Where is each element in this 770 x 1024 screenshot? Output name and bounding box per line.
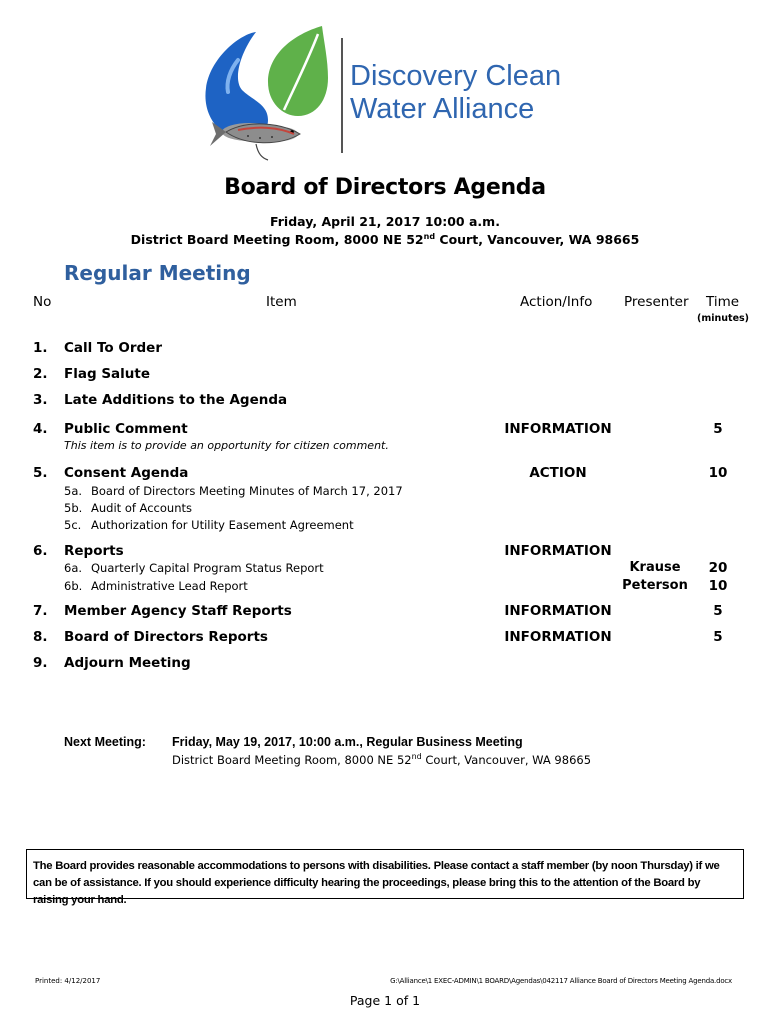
page-number: Page 1 of 1 — [349, 993, 421, 1008]
item-number: 8. — [33, 629, 48, 645]
header-no: No — [33, 294, 52, 310]
item-number: 3. — [33, 392, 48, 408]
sub-item-text: Administrative Lead Report — [91, 579, 248, 593]
sub-item-code: 5c. — [64, 518, 82, 532]
sub-item-code: 5b. — [64, 501, 83, 515]
header-action: Action/Info — [520, 294, 593, 310]
organization-name-line-2: Water Alliance — [350, 93, 535, 125]
logo-divider — [341, 38, 343, 153]
item-number: 2. — [33, 366, 48, 382]
item-time: 5 — [713, 629, 723, 645]
item-action: INFORMATION — [504, 603, 612, 619]
sub-item-presenter: Peterson — [622, 578, 688, 593]
sub-item-code: 6b. — [64, 579, 83, 593]
item-title: Adjourn Meeting — [64, 655, 191, 671]
item-action: INFORMATION — [504, 421, 612, 437]
next-location-superscript: nd — [411, 752, 422, 762]
item-number: 7. — [33, 603, 48, 619]
item-number: 5. — [33, 465, 48, 481]
section-heading: Regular Meeting — [64, 261, 251, 285]
location-text: District Board Meeting Room, 8000 NE 52 — [130, 232, 424, 247]
meeting-date: Friday, April 21, 2017 10:00 a.m. — [270, 214, 500, 229]
sub-item — [64, 579, 248, 593]
sub-item-code: 5a. — [64, 484, 83, 498]
organization-name-line-1: Discovery Clean — [350, 60, 562, 92]
item-number: 6. — [33, 543, 48, 559]
sub-item-text: Board of Directors Meeting Minutes of March 17, 2017 — [91, 484, 403, 498]
sub-item-presenter: Krause — [629, 560, 681, 575]
accessibility-notice: The Board provides reasonable accommodations to persons with disabilities. Please contact a staff member (by noon Thursday) if we can be of assistance. If you should experience difficulty hearing the proceedings, please bring this to the attention of the Board by raising your hand. — [26, 849, 744, 899]
item-time: 5 — [713, 603, 723, 619]
header-item: Item — [266, 294, 297, 310]
document-title: Board of Directors Agenda — [224, 175, 546, 200]
item-title: Flag Salute — [64, 366, 151, 382]
item-time: 10 — [708, 465, 728, 481]
header-time-unit: (minutes) — [697, 313, 750, 324]
sub-item-time: 10 — [708, 578, 728, 594]
item-number: 9. — [33, 655, 48, 671]
item-time: 5 — [713, 421, 723, 437]
item-title: Public Comment — [64, 421, 188, 437]
item-title: Member Agency Staff Reports — [64, 603, 292, 619]
item-title: Call To Order — [64, 340, 162, 356]
item-title: Late Additions to the Agenda — [64, 392, 288, 408]
file-path: G:\Alliance\1 EXEC-ADMIN\1 BOARD\Agendas\042117 Alliance Board of Directors Meeting Agenda.docx — [390, 977, 732, 985]
organization-logo — [198, 20, 578, 170]
sub-item — [64, 518, 354, 532]
item-action: INFORMATION — [504, 629, 612, 645]
location-superscript: nd — [423, 231, 436, 241]
item-title: Board of Directors Reports — [64, 629, 268, 645]
item-note: This item is to provide an opportunity for citizen comment. — [64, 439, 389, 452]
next-meeting-label: Next Meeting: — [64, 735, 146, 749]
header-time: Time — [706, 294, 740, 310]
item-number: 4. — [33, 421, 48, 437]
sub-item-time: 20 — [708, 560, 728, 576]
item-title: Reports — [64, 543, 124, 559]
sub-item — [64, 484, 403, 498]
sub-item-text: Quarterly Capital Program Status Report — [91, 561, 324, 575]
next-location-text-end: Court, Vancouver, WA 98665 — [421, 753, 592, 767]
header-presenter: Presenter — [624, 294, 689, 310]
sub-item-code: 6a. — [64, 561, 83, 575]
organization-name — [350, 60, 561, 126]
item-title: Consent Agenda — [64, 465, 189, 481]
item-action: INFORMATION — [504, 543, 612, 559]
printed-date: Printed: 4/12/2017 — [35, 977, 101, 985]
sub-item-text: Audit of Accounts — [91, 501, 192, 515]
sub-item-text: Authorization for Utility Easement Agreement — [91, 518, 354, 532]
next-meeting-datetime: Friday, May 19, 2017, 10:00 a.m., Regular Business Meeting — [172, 735, 523, 749]
water-drop-leaf-fish-icon — [198, 20, 338, 170]
item-number: 1. — [33, 340, 48, 356]
sub-item — [64, 501, 192, 515]
next-location-text: District Board Meeting Room, 8000 NE 52 — [172, 753, 412, 767]
sub-item — [64, 561, 324, 575]
meeting-location — [0, 232, 770, 247]
item-action: ACTION — [529, 465, 587, 481]
location-text-end: Court, Vancouver, WA 98665 — [435, 232, 640, 247]
next-meeting-location — [172, 753, 591, 767]
